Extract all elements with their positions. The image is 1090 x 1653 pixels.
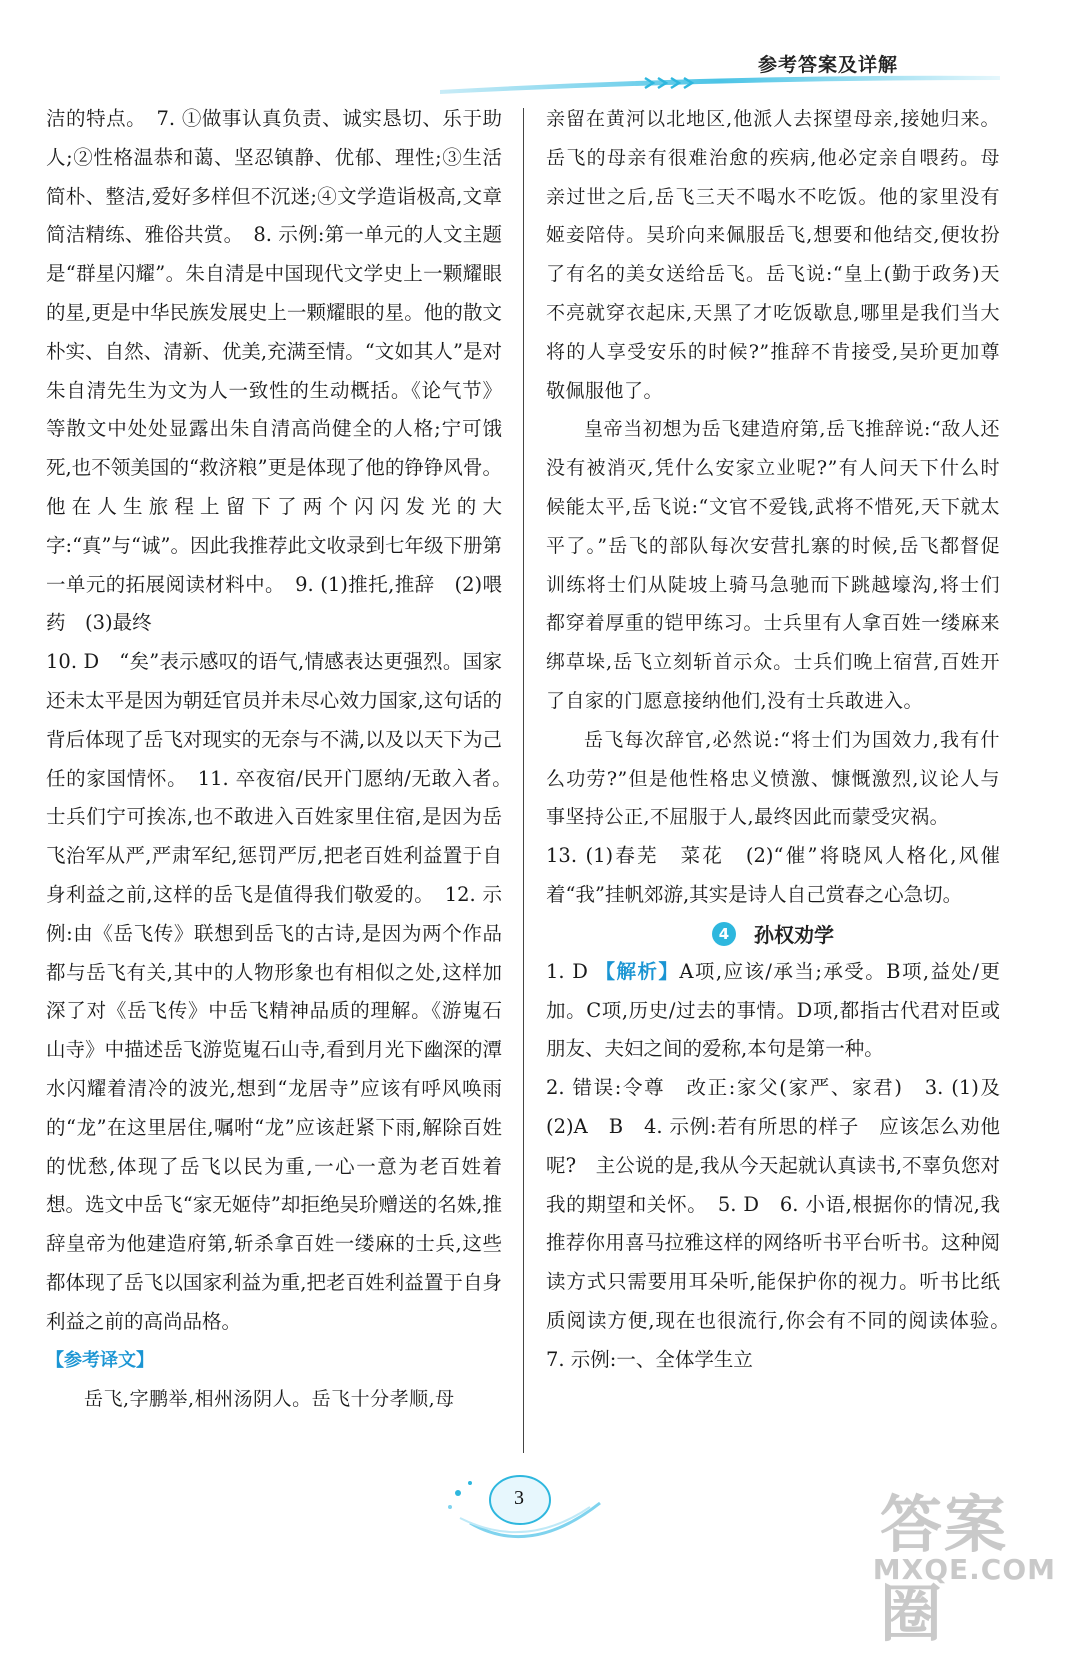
translation-paragraph-cont: 亲留在黄河以北地区,他派人去探望母亲,接她归来。岳飞的母亲有很难治愈的疾病,他必定亲自喂药。母亲过世之后,岳飞三天不喝水不吃饭。他的家里没有姬妾陪侍。吴玠向来佩服岳飞,想要和他结交,便妆扮了有名的美女送给岳飞。岳飞说:“皇上(勤于政务)天不亮就穿衣起床,天黑了才吃饭歇息,哪里是我们当大将的人享受安乐的时候?”推辞不肯接受,吴玠更加尊敬佩服他了。 <box>546 108 1000 402</box>
watermark-main-text: 答案圈 <box>880 1488 1009 1650</box>
page-header <box>0 0 1090 100</box>
watermark-url-text: MXQE.COM <box>872 1553 1056 1586</box>
section-title: 孙权劝学 <box>754 923 834 948</box>
section-number-badge: 4 <box>712 922 736 946</box>
answer-1-prefix: 1. D <box>546 959 596 983</box>
analysis-tag: 【解析】 <box>595 959 680 983</box>
answer-paragraph-13: 13. (1)春芜 菜花 (2)“催”将晓风人格化,风催着“我”挂帆郊游,其实是诗人自己赏春之心急切。 <box>546 844 1000 906</box>
page-number: 3 <box>514 1486 524 1509</box>
translation-paragraph-3: 岳飞每次辞官,必然说:“将士们为国效力,我有什么功劳?”但是他性格忠义愤激、慷慨激烈,议论人与事坚持公正,不屈服于人,最终因此而蒙受灾祸。 <box>546 728 1000 829</box>
translation-paragraph-2: 皇帝当初想为岳飞建造府第,岳飞推辞说:“敌人还没有被消灭,凭什么安家立业呢?”有人问天下什么时候能太平,岳飞说:“文官不爱钱,武将不惜死,天下就太平了。”岳飞的部队每次安营扎寨的时候,岳飞都督促训练将士们从陡坡上骑马急驰而下跳越壕沟,将士们都穿着厚重的铠甲练习。士兵里有人拿百姓一缕麻来绑草垛,岳飞立刻斩首示众。士兵们晚上宿营,百姓开了自家的门愿意接纳他们,没有士兵敢进入。 <box>546 418 1000 712</box>
header-title: 参考答案及详解 <box>757 54 898 76</box>
answer-paragraph-10-12: 10. D “矣”表示感叹的语气,情感表达更强烈。国家还未太平是因为朝廷官员并未尽心效力国家,这句话的背后体现了岳飞对现实的无奈与不满,以及以天下为己任的家国情怀。 11. 卒夜宿/民开门愿纳/无敢入者。 士兵们宁可挨冻,也不敢进入百姓家里住宿,是因为岳飞治军从严,严肃军纪,惩罚严厉,把老百姓利益置于自身利益之前,这样的岳飞是值得我们敬爱的。 12. 示例:由《岳飞传》联想到岳飞的古诗,是因为两个作品都与岳飞有关,其中的人物形象也有相似之处,这样加深了对《岳飞传》中岳飞精神品质的理解。《游嵬石山寺》中描述岳飞游览嵬石山寺,看到月光下幽深的潭水闪耀着清冷的波光,想到“龙居寺”应该有呼风唤雨的“龙”在这里居住,嘱咐“龙”应该赶紧下雨,解除百姓的忧愁,体现了岳飞以民为重,一心一意为老百姓着想。选文中岳飞“家无姬侍”却拒绝吴玠赠送的名姝,推辞皇帝为他建造府第,斩杀拿百姓一缕麻的士兵,这些都体现了岳飞以国家利益为重,把老百姓利益置于自身利益之前的高尚品格。 <box>46 650 522 1333</box>
answer-paragraph-7-9: 洁的特点。 7. ①做事认真负责、诚实恳切、乐于助人;②性格温恭和蔼、坚忍镇静、优郁、理性;③生活简朴、整洁,爱好多样但不沉迷;④文学造诣极高,文章简洁精练、雅俗共赏。 8. 示例:第一单元的人文主题是“群星闪耀”。朱自清是中国现代文学史上一颗耀眼的星,更是中华民族发展史上一颗耀眼的星。他的散文朴实、自然、清新、优美,充满至情。“文如其人”是对朱自清先生为文为人一致性的生动概括。《论气节》等散文中处处显露出朱自清高尚健全的人格;宁可饿死,也不领美国的“救济粮”更是体现了他的铮铮风骨。他在人生旅程上留下了两个闪闪发光的大字:“真”与“诚”。因此我推荐此文收录到七年级下册第一单元的拓展阅读材料中。 9. (1)推托,推辞 (2)喂药 (3)最终 <box>46 107 502 635</box>
header-swoosh-decoration <box>440 70 1000 96</box>
section-heading <box>546 915 1000 953</box>
answer-paragraph-2-7: 2. 错误:令尊 改正:家父(家严、家君) 3. (1)及 (2)A B 4. 示例:若有所思的样子 应该怎么劝他呢? 主公说的是,我从今天起就认真读书,不辜负您对我的期望和关怀。 5. D 6. 小语,根据你的情况,我推荐你用喜马拉雅这样的网络听书平台听书。这种阅读方式只需要用耳朵听,能保护你的视力。听书比纸质阅读方便,现在也很流行,你会有不同的阅读体验。 7. 示例:一、全体学生立 <box>546 1076 1020 1371</box>
right-column <box>546 100 1020 1380</box>
answer-1-text: A项,应该/承当;承受。B项,益处/更加。C项,历史/过去的事情。D项,都指古代君对臣或朋友、夫妇之间的爱称,本句是第一种。 <box>546 959 1000 1061</box>
page-footer <box>0 1455 1090 1650</box>
left-column <box>46 100 522 1418</box>
watermark-logo <box>872 1475 1070 1650</box>
translation-paragraph: 岳飞,字鹏举,相州汤阴人。岳飞十分孝顺,母 <box>84 1387 455 1410</box>
reference-translation-tag: 【参考译文】 <box>46 1349 154 1371</box>
column-divider <box>523 108 524 1453</box>
answer-paragraph-1 <box>546 953 1000 1069</box>
